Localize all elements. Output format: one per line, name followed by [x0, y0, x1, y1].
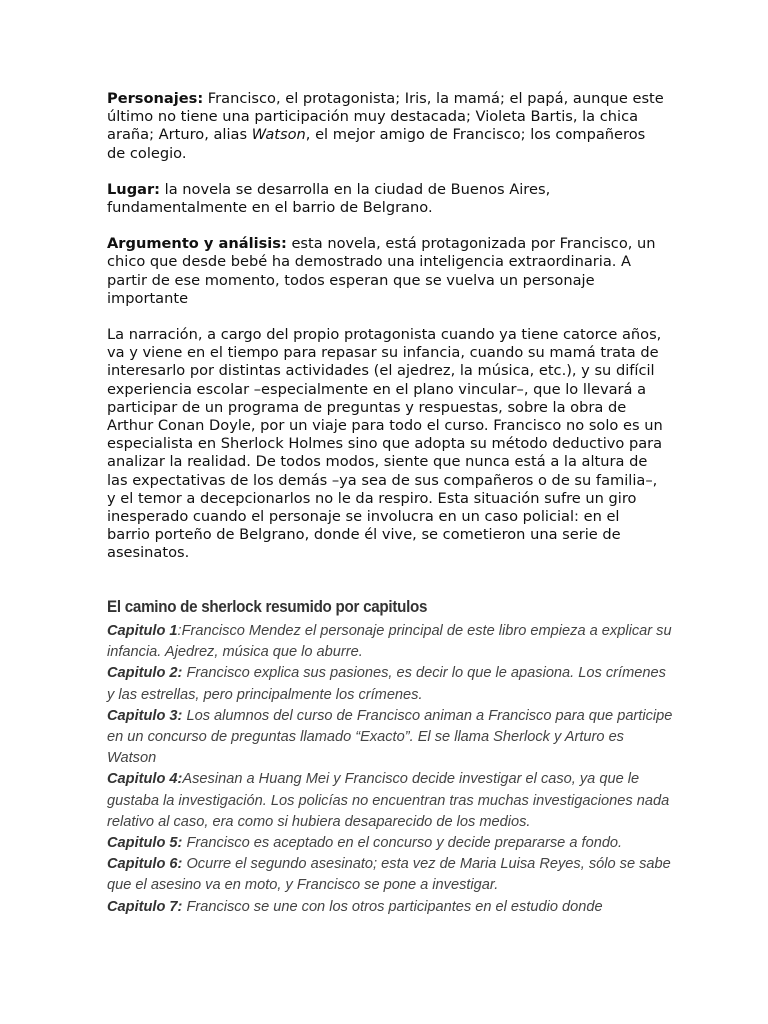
- watson-italic: Watson: [251, 126, 306, 144]
- chapter-entry: [107, 621, 677, 663]
- chapters-heading: El camino de sherlock resumido por capitulos: [107, 598, 428, 616]
- chapter-entry: [107, 854, 677, 896]
- chapter-text: Ocurre el segundo asesinato; esta vez de Maria Luisa Reyes, sólo se sabe que el asesino va en moto, y Francisco se pone a investigar.: [107, 856, 671, 894]
- chapter-label: Capitulo 2:: [107, 665, 183, 682]
- chapter-entry: [107, 706, 677, 770]
- chapter-entry: [107, 833, 677, 854]
- chapter-text: Asesinan a Huang Mei y Francisco decide investigar el caso, ya que le gustaba la investigación. Los policías no encuentran tras muchas investigaciones nada relativo al caso, era como si hubiera desaparecido de los medios.: [107, 771, 670, 830]
- paragraph-narracion: La narración, a cargo del propio protagonista cuando ya tiene catorce años, va y viene en el tiempo para repasar su infancia, cuando su mamá trata de interesarlo por distintas actividades (el ajedrez, la música, etc.), y su difícil experiencia escolar –especialmente en el plano vincular–, que lo llevará a participar de un programa de preguntas y respuestas, sobre la obra de Arthur Conan Doyle, por un viaje para todo el curso. Francisco no solo es un especialista en Sherlock Holmes sino que adopta su método deductivo para analizar la realidad. De todos modos, siente que nunca está a la altura de las expectativas de los demás –ya sea de sus compañeros o de su familia–, y el temor a decepcionarlos no le da respiro. Esta situación sufre un giro inesperado cuando el personaje se involucra en un caso policial: en el barrio porteño de Belgrano, donde él vive, se cometieron una serie de asesinatos.: [107, 326, 663, 562]
- chapter-text: Francisco es aceptado en el concurso y decide prepararse a fondo.: [182, 835, 623, 852]
- chapters-section: [107, 598, 677, 918]
- paragraph-personajes: [107, 90, 667, 163]
- chapter-label: Capitulo 7:: [107, 898, 183, 915]
- lugar-text: la novela se desarrolla en la ciudad de Buenos Aires, fundamentalmente en el barrio de Belgrano.: [107, 180, 551, 217]
- chapter-entry: [107, 769, 677, 833]
- paragraph-lugar: [107, 181, 667, 217]
- chapter-text: Francisco se une con los otros participantes en el estudio donde: [182, 898, 603, 915]
- document-body: [107, 90, 667, 581]
- chapter-label: Capitulo 1: [107, 623, 178, 639]
- argumento-text: esta novela, está protagonizada por Francisco, un chico que desde bebé ha demostrado una inteligencia extraordinaria. A partir de ese momento, todos esperan que se vuelva un personaje importante: [107, 235, 656, 307]
- chapter-text: :Francisco Mendez el personaje principal de este libro empieza a explicar su infancia. Ajedrez, música que lo aburre.: [107, 623, 672, 661]
- chapter-text: Francisco explica sus pasiones, es decir lo que le apasiona. Los crímenes y las estrellas, pero principalmente los crímenes.: [107, 665, 666, 703]
- chapter-label: Capitulo 4:: [107, 771, 183, 788]
- chapter-entry: [107, 897, 677, 918]
- chapter-label: Capitulo 6:: [107, 856, 183, 873]
- personajes-text: Francisco, el protagonista; Iris, la mamá; el papá, aunque este último no tiene una participación muy destacada; Violeta Bartis, la chica araña; Arturo, alias: [107, 90, 664, 144]
- chapter-label: Capitulo 5:: [107, 835, 183, 852]
- chapter-text: Los alumnos del curso de Francisco animan a Francisco para que participe en un concurso de preguntas llamado “Exacto”. El se llama Sherlock y Arturo es Watson: [107, 707, 673, 767]
- chapter-entry: [107, 663, 677, 705]
- personajes-text-end: , el mejor amigo de Francisco; los compañeros de colegio.: [107, 126, 646, 162]
- lugar-label: Lugar:: [107, 180, 161, 198]
- chapter-list: [107, 621, 677, 918]
- argumento-label: Argumento y análisis:: [107, 235, 287, 253]
- paragraph-argumento: [107, 235, 667, 308]
- personajes-label: Personajes:: [107, 90, 204, 107]
- chapter-label: Capitulo 3:: [107, 707, 183, 724]
